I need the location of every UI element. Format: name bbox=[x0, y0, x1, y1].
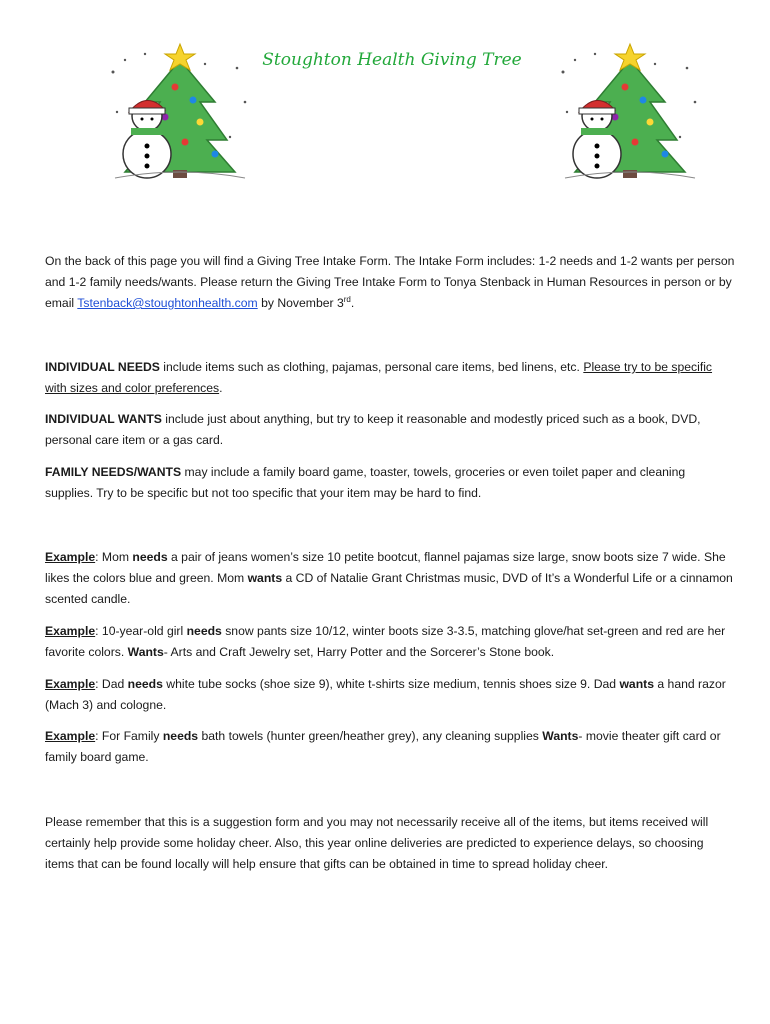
needs-label: INDIVIDUAL NEEDS bbox=[45, 360, 160, 374]
example-text: : Dad bbox=[95, 677, 128, 691]
example-text: a hand razor (Mach 3) and cologne. bbox=[45, 677, 726, 712]
example-text: a CD of Natalie Grant Christmas music, DVD of It’s a Wonderful Life or a cinnamon scented candle. bbox=[45, 571, 733, 606]
email-link[interactable]: Tstenback@stoughtonhealth.com bbox=[77, 296, 258, 310]
example-label: Example bbox=[45, 729, 96, 743]
example-text: : Mom bbox=[95, 550, 133, 564]
example-keyword: Wants bbox=[127, 645, 164, 659]
example-keyword: needs bbox=[132, 550, 168, 564]
family-paragraph bbox=[45, 462, 735, 504]
example-label: Example bbox=[45, 677, 96, 691]
snowman-christmas-tree-icon bbox=[555, 42, 705, 182]
example-paragraph-4 bbox=[45, 726, 735, 768]
example-label: Example bbox=[45, 550, 96, 564]
intro-text: On the back of this page you will find a Giving Tree Intake Form. The Intake Form includes: 1-2 needs and 1-2 wants per person and 1-2 family needs/wants. Please return the Giving Tree Intake Form to Tonya Stenback in Human Resources in person or by email bbox=[45, 254, 735, 310]
example-text: - Arts and Craft Jewelry set, Harry Potter and the Sorcerer’s Stone book. bbox=[163, 645, 555, 659]
wants-text: include just about anything, but try to keep it reasonable and modestly priced such as a book, DVD, personal care item or a gas card. bbox=[45, 412, 701, 447]
date-suffix: rd bbox=[343, 294, 351, 304]
needs-underlined-text: Please try to be specific with sizes and color preferences bbox=[45, 360, 713, 395]
example-text: a pair of jeans women’s size 10 petite bootcut, flannel pajamas size large, snow boots size 7 wide. She likes the colors blue and green. Mom bbox=[45, 550, 726, 585]
wants-paragraph bbox=[45, 409, 735, 451]
family-label: FAMILY NEEDS/WANTS bbox=[45, 465, 182, 479]
example-paragraph-3 bbox=[45, 674, 735, 716]
family-text: may include a family board game, toaster, towels, groceries or even toilet paper and cleaning supplies. Try to be specific but not too specific that your item may be hard to find. bbox=[45, 465, 686, 500]
needs-end: . bbox=[219, 381, 223, 395]
example-keyword: wants bbox=[619, 677, 654, 691]
needs-paragraph bbox=[45, 357, 735, 399]
example-keyword: Wants bbox=[542, 729, 579, 743]
intro-paragraph bbox=[45, 251, 735, 314]
example-keyword: needs bbox=[162, 729, 199, 743]
example-text: : For Family bbox=[95, 729, 163, 743]
example-text: - movie theater gift card or family board game. bbox=[45, 729, 721, 764]
example-keyword: needs bbox=[127, 677, 163, 691]
example-paragraph-1 bbox=[45, 547, 735, 610]
wants-label: INDIVIDUAL WANTS bbox=[45, 412, 162, 426]
example-text: snow pants size 10/12, winter boots size 3-3.5, matching glove/hat set-green and red are her favorite colors. bbox=[45, 624, 726, 659]
intro-end: . bbox=[350, 296, 355, 310]
example-paragraph-2 bbox=[45, 621, 735, 663]
example-keyword: wants bbox=[247, 571, 283, 585]
example-text: white tube socks (shoe size 9), white t-shirts size medium, tennis shoes size 9. Dad bbox=[162, 677, 620, 691]
example-label: Example bbox=[45, 624, 96, 638]
example-text: bath towels (hunter green/heather grey), any cleaning supplies bbox=[198, 729, 543, 743]
example-keyword: needs bbox=[186, 624, 222, 638]
intro-deadline: by November 3 bbox=[257, 296, 344, 310]
needs-text: include items such as clothing, pajamas, personal care items, bed linens, etc. bbox=[159, 360, 584, 374]
page-title: Stoughton Health Giving Tree bbox=[262, 50, 522, 70]
closing-paragraph bbox=[45, 812, 735, 875]
closing-text: Please remember that this is a suggestion form and you may not necessarily receive all of the items, but items received will certainly help provide some holiday cheer. Also, this year online deliveries are predicted to experience delays, so choosing items that can be found locally will help ensure that gifts can be obtained in time to spread holiday cheer. bbox=[45, 815, 709, 871]
example-text: : 10-year-old girl bbox=[95, 624, 187, 638]
